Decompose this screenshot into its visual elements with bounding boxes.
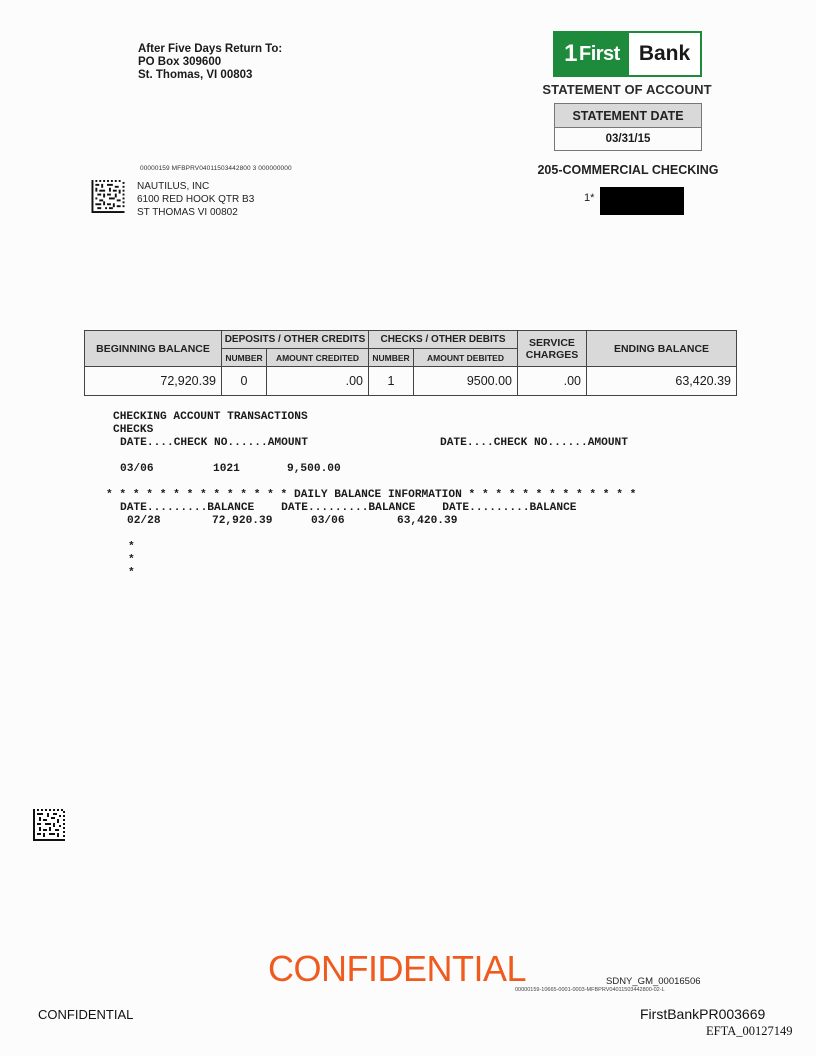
return-address-line2: PO Box 309600	[138, 56, 222, 68]
daily-balance-date-2: 03/06	[311, 515, 345, 527]
logo-numeral: 1	[564, 40, 577, 67]
checks-column-header-right: DATE....CHECK NO......AMOUNT	[440, 437, 628, 449]
header-deposit-number: NUMBER	[222, 349, 267, 367]
check-row-amount: 9,500.00	[287, 463, 341, 475]
continuation-star-2: *	[128, 554, 135, 566]
header-service-charges-line1: SERVICE	[529, 336, 575, 349]
daily-balance-value-2: 63,420.39	[397, 515, 458, 527]
checks-column-header-left: DATE....CHECK NO......AMOUNT	[120, 437, 308, 449]
header-checks: CHECKS / OTHER DEBITS	[369, 331, 518, 349]
account-number-redaction	[600, 187, 684, 215]
logo-first-text: First	[579, 42, 620, 65]
addressee-name: NAUTILUS, INC	[137, 181, 210, 192]
check-row-number: 1021	[213, 463, 240, 475]
account-summary-table	[84, 330, 737, 396]
account-type: 205-COMMERCIAL CHECKING	[537, 163, 719, 177]
statement-date-value: 03/31/15	[605, 133, 651, 145]
addressee	[137, 180, 254, 219]
daily-balance-header: DATE.........BALANCE DATE.........BALANCE DATE.........BALANCE	[120, 502, 577, 514]
ending-balance-value: 63,420.39	[587, 367, 737, 396]
daily-balance-date-1: 02/28	[127, 515, 161, 527]
header-check-number: NUMBER	[369, 349, 414, 367]
beginning-balance-value: 72,920.39	[85, 367, 222, 396]
addressee-street: 6100 RED HOOK QTR B3	[137, 194, 255, 205]
statement-date-box	[554, 103, 702, 151]
confidential-footer: CONFIDENTIAL	[38, 1007, 134, 1022]
service-charges-value: .00	[518, 367, 587, 396]
bates-number: FirstBankPR003669	[640, 1006, 766, 1022]
confidential-stamp: CONFIDENTIAL	[268, 948, 527, 989]
header-service-charges-line2: CHARGES	[525, 348, 579, 361]
header-amount-debited: AMOUNT DEBITED	[414, 349, 518, 367]
datamatrix-barcode-icon	[91, 180, 125, 213]
daily-balance-banner: * * * * * * * * * * * * * * DAILY BALANCE INFORMATION * * * * * * * * * * * * *	[106, 489, 637, 501]
amount-credited-value: .00	[267, 367, 369, 396]
statement-title: STATEMENT OF ACCOUNT	[542, 82, 712, 97]
logo-bank-text: Bank	[638, 42, 691, 65]
firstbank-logo	[553, 31, 702, 77]
check-count-value: 1	[369, 367, 414, 396]
header-amount-credited: AMOUNT CREDITED	[267, 349, 369, 367]
addressee-city: ST THOMAS VI 00802	[137, 207, 238, 218]
account-number-prefix: 1*	[584, 192, 595, 204]
deposit-count-value: 0	[222, 367, 267, 396]
logo-green-panel	[555, 33, 629, 75]
return-address	[138, 43, 282, 82]
daily-balance-value-1: 72,920.39	[212, 515, 273, 527]
transactions-heading: CHECKING ACCOUNT TRANSACTIONS	[113, 411, 308, 423]
header-deposits: DEPOSITS / OTHER CREDITS	[222, 331, 369, 349]
header-service-charges	[518, 331, 587, 367]
return-address-line3: St. Thomas, VI 00803	[138, 69, 253, 81]
amount-debited-value: 9500.00	[414, 367, 518, 396]
transactions-subheading: CHECKS	[113, 424, 154, 436]
sdny-subtext: 00000159-10665-0001-0003-MFBPRV04011503442800-02-L	[515, 987, 665, 993]
header-ending-balance: ENDING BALANCE	[587, 331, 737, 367]
continuation-star-1: *	[128, 541, 135, 553]
datamatrix-barcode-icon	[33, 809, 65, 841]
statement-date-label: STATEMENT DATE	[555, 104, 701, 128]
efta-number: EFTA_00127149	[706, 1024, 793, 1038]
continuation-star-3: *	[128, 567, 135, 579]
return-address-line1: After Five Days Return To:	[138, 43, 283, 55]
mailing-barcode-text: 00000159 MFBPRV04011503442800 3 000000000	[140, 165, 292, 172]
sdny-number: SDNY_GM_00016506	[606, 976, 701, 987]
check-row-date: 03/06	[120, 463, 154, 475]
header-beginning-balance: BEGINNING BALANCE	[85, 331, 222, 367]
